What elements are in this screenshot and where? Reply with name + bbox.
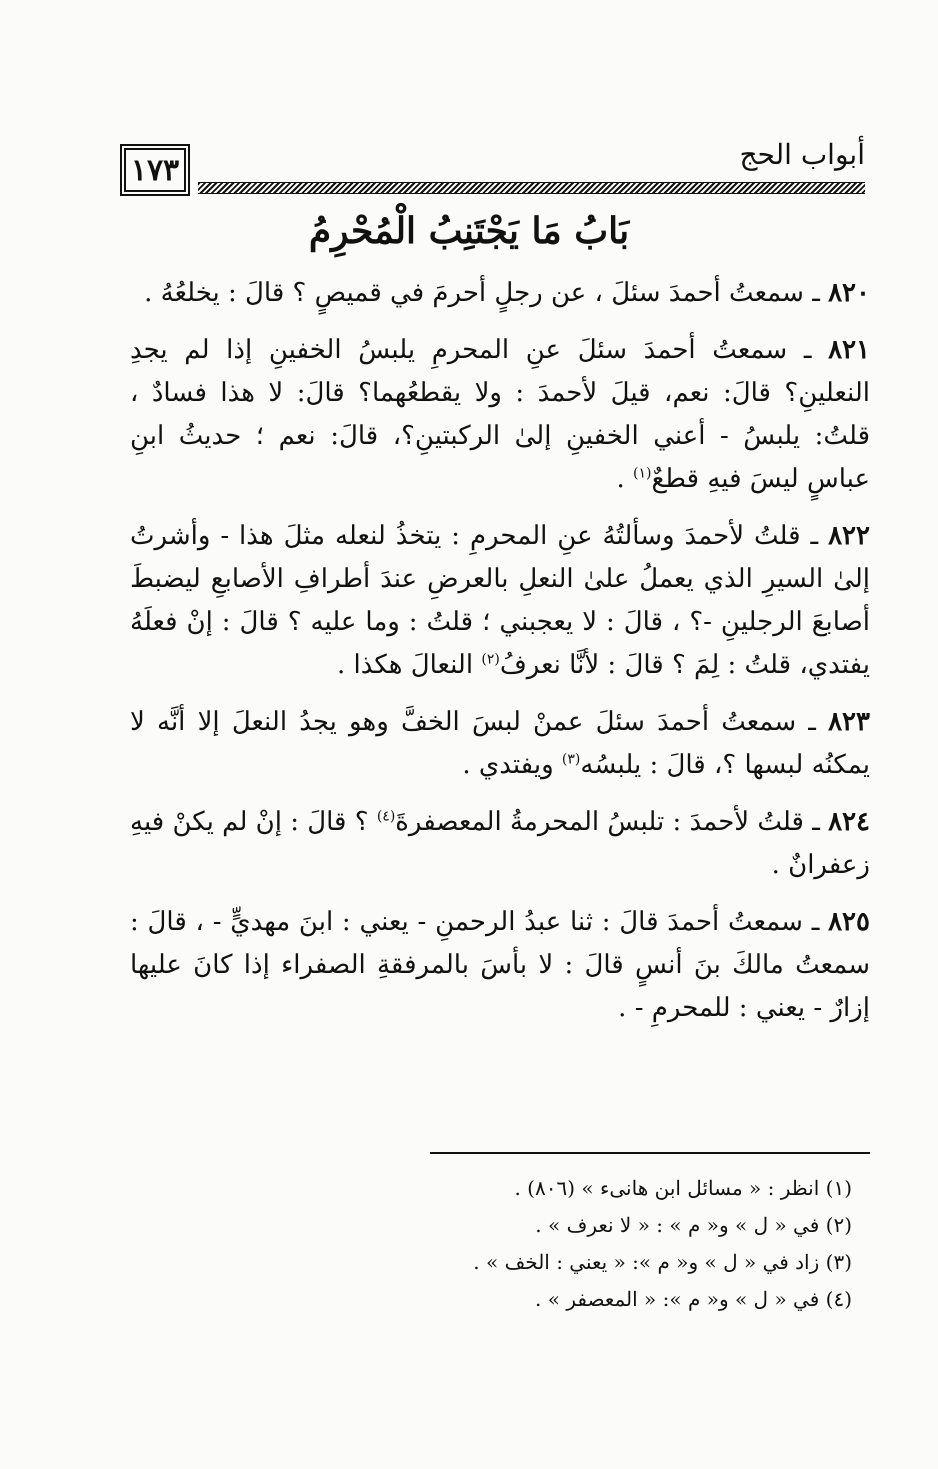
paragraph-text: سمعتُ أحمدَ قالَ : ثنا عبدُ الرحمنِ - يعني : ابنَ مهديٍّ - ، قالَ : سمعتُ مالكَ بنَ أنسٍ قالَ : لا بأسَ بالمرفقةِ الصفراء إذا كانَ عليها إزارٌ - يعني : للمحرمِ - . [130,907,870,1023]
paragraph-text: قلتُ لأحمدَ وسألتُهُ عنِ المحرمِ : يتخذُ لنعله مثلَ هذا - وأشرتُ إلىٰ السيرِ الذي يعملُ علىٰ النعلِ بالعرضِ عندَ أطرافِ الأصابعِ ليضبطَ أصابعَ الرجلينِ -؟ ، قالَ : لا يعجبني ؛ قلتُ : وما عليه ؟ قالَ : إنْ فعلَهُ يفتدي، قلتُ : لِمَ ؟ قالَ : لأنَّا نعرفُ [130,521,870,680]
footnotes [130,1170,852,1318]
paragraph-tail: ويفتدي . [462,750,562,780]
paragraph-number: ٨٢٠ [828,278,870,308]
paragraph-number: ٨٢٤ [828,807,871,837]
footnote-4: (٤) في « ل » و« م »: « المعصفر » . [535,1287,852,1311]
paragraph-text: سمعتُ أحمدَ سئلَ ، عن رجلٍ أحرمَ في قميصٍ ؟ قالَ : يخلعُهُ . [144,278,804,308]
footnote-ref: (٤) [376,808,396,825]
paragraph-number: ٨٢٣ [828,707,870,737]
body-text [130,272,870,1044]
paragraph-text: سمعتُ أحمدَ سئلَ عنِ المحرمِ يلبسُ الخفينِ إذا لم يجدِ النعلينِ؟ قالَ: نعم، قيلَ لأحمدَ : ولا يقطعُهما؟ قالَ: لا هذا فسادٌ ، قلتُ: يلبسُ - أعني الخفينِ إلىٰ الركبتينِ؟، قالَ: نعم ؛ حديثُ ابنِ عباسٍ ليسَ فيهِ قطعٌ [130,335,870,494]
paragraph-824: ٨٢٤ ـ قلتُ لأحمدَ : تلبسُ المحرمةُ المعصفرةَ$^{(٤)}$ ؟ قالَ : إنْ لم يكنْ فيهِ زعفرانٌ . [130,807,871,880]
chapter-title: بَابُ مَا يَجْتَنِبُ الْمُحْرِمُ [308,210,630,252]
paragraph-tail: ؟ قالَ : إنْ لم يكنْ فيهِ زعفرانٌ . [130,807,870,880]
running-head: أبواب الحج [739,138,865,171]
footnote-ref: (١) [632,465,652,482]
footnote-ref: (٣) [561,751,581,768]
header-rule [198,182,865,194]
paragraph-number: ٨٢٥ [828,907,870,937]
page-number-box [120,144,190,196]
footnote-1: (١) انظر : « مسائل ابن هانىء » (٨٠٦) . [514,1176,852,1200]
paragraph-tail: النعالَ هكذا . [337,650,482,680]
paragraph-number: ٨٢١ [828,335,871,365]
paragraph-825: ٨٢٥ ـ سمعتُ أحمدَ قالَ : ثنا عبدُ الرحمنِ - يعني : ابنَ مهديٍّ - ، قالَ : سمعتُ مالكَ بنَ أنسٍ قالَ : لا بأسَ بالمرفقةِ الصفراء إذا كانَ عليها إزارٌ - يعني : للمحرمِ - . [130,907,870,1023]
footnote-2: (٢) في « ل » و« م » : « لا نعرف » . [535,1213,852,1237]
paragraph-number: ٨٢٢ [828,521,870,551]
page-header [120,128,865,198]
paragraph-823: ٨٢٣ ـ سمعتُ أحمدَ سئلَ عمنْ لبسَ الخفَّ وهو يجدُ النعلَ إلا أنَّه لا يمكنُه لبسها ؟، قالَ : يلبسُه$^{(٣)}$ ويفتدي . [130,707,870,780]
page-number: ١٧٣ [130,152,180,188]
footnote-3: (٣) زاد في « ل » و« م »: « يعني : الخف » . [473,1250,852,1274]
paragraph-tail: . [616,464,633,494]
paragraph-821: ٨٢١ ـ سمعتُ أحمدَ سئلَ عنِ المحرمِ يلبسُ الخفينِ إذا لم يجدِ النعلينِ؟ قالَ: نعم، قيلَ لأحمدَ : ولا يقطعُهما؟ قالَ: لا هذا فسادٌ ، قلتُ: يلبسُ - أعني الخفينِ إلىٰ الركبتينِ؟، قالَ: نعم ؛ حديثُ ابنِ عباسٍ ليسَ فيهِ قطعٌ$^{(١)}$ . [130,335,871,494]
paragraph-text: قلتُ لأحمدَ : تلبسُ المحرمةُ المعصفرةَ [395,807,804,837]
paragraph-822: ٨٢٢ ـ قلتُ لأحمدَ وسألتُهُ عنِ المحرمِ : يتخذُ لنعله مثلَ هذا - وأشرتُ إلىٰ السيرِ الذي يعملُ علىٰ النعلِ بالعرضِ عندَ أطرافِ الأصابعِ ليضبطَ أصابعَ الرجلينِ -؟ ، قالَ : لا يعجبني ؛ قلتُ : وما عليه ؟ قالَ : إنْ فعلَهُ يفتدي، قلتُ : لِمَ ؟ قالَ : لأنَّا نعرفُ$^{(٢)}$ النعالَ هكذا . [130,521,870,680]
paragraph-820: ٨٢٠ ـ سمعتُ أحمدَ سئلَ ، عن رجلٍ أحرمَ في قميصٍ ؟ قالَ : يخلعُهُ . [144,278,870,308]
paragraph-text: سمعتُ أحمدَ سئلَ عمنْ لبسَ الخفَّ وهو يجدُ النعلَ إلا أنَّه لا يمكنُه لبسها ؟، قالَ : يلبسُه [130,707,870,780]
footnote-rule [430,1152,870,1154]
footnote-ref: (٢) [481,651,500,668]
